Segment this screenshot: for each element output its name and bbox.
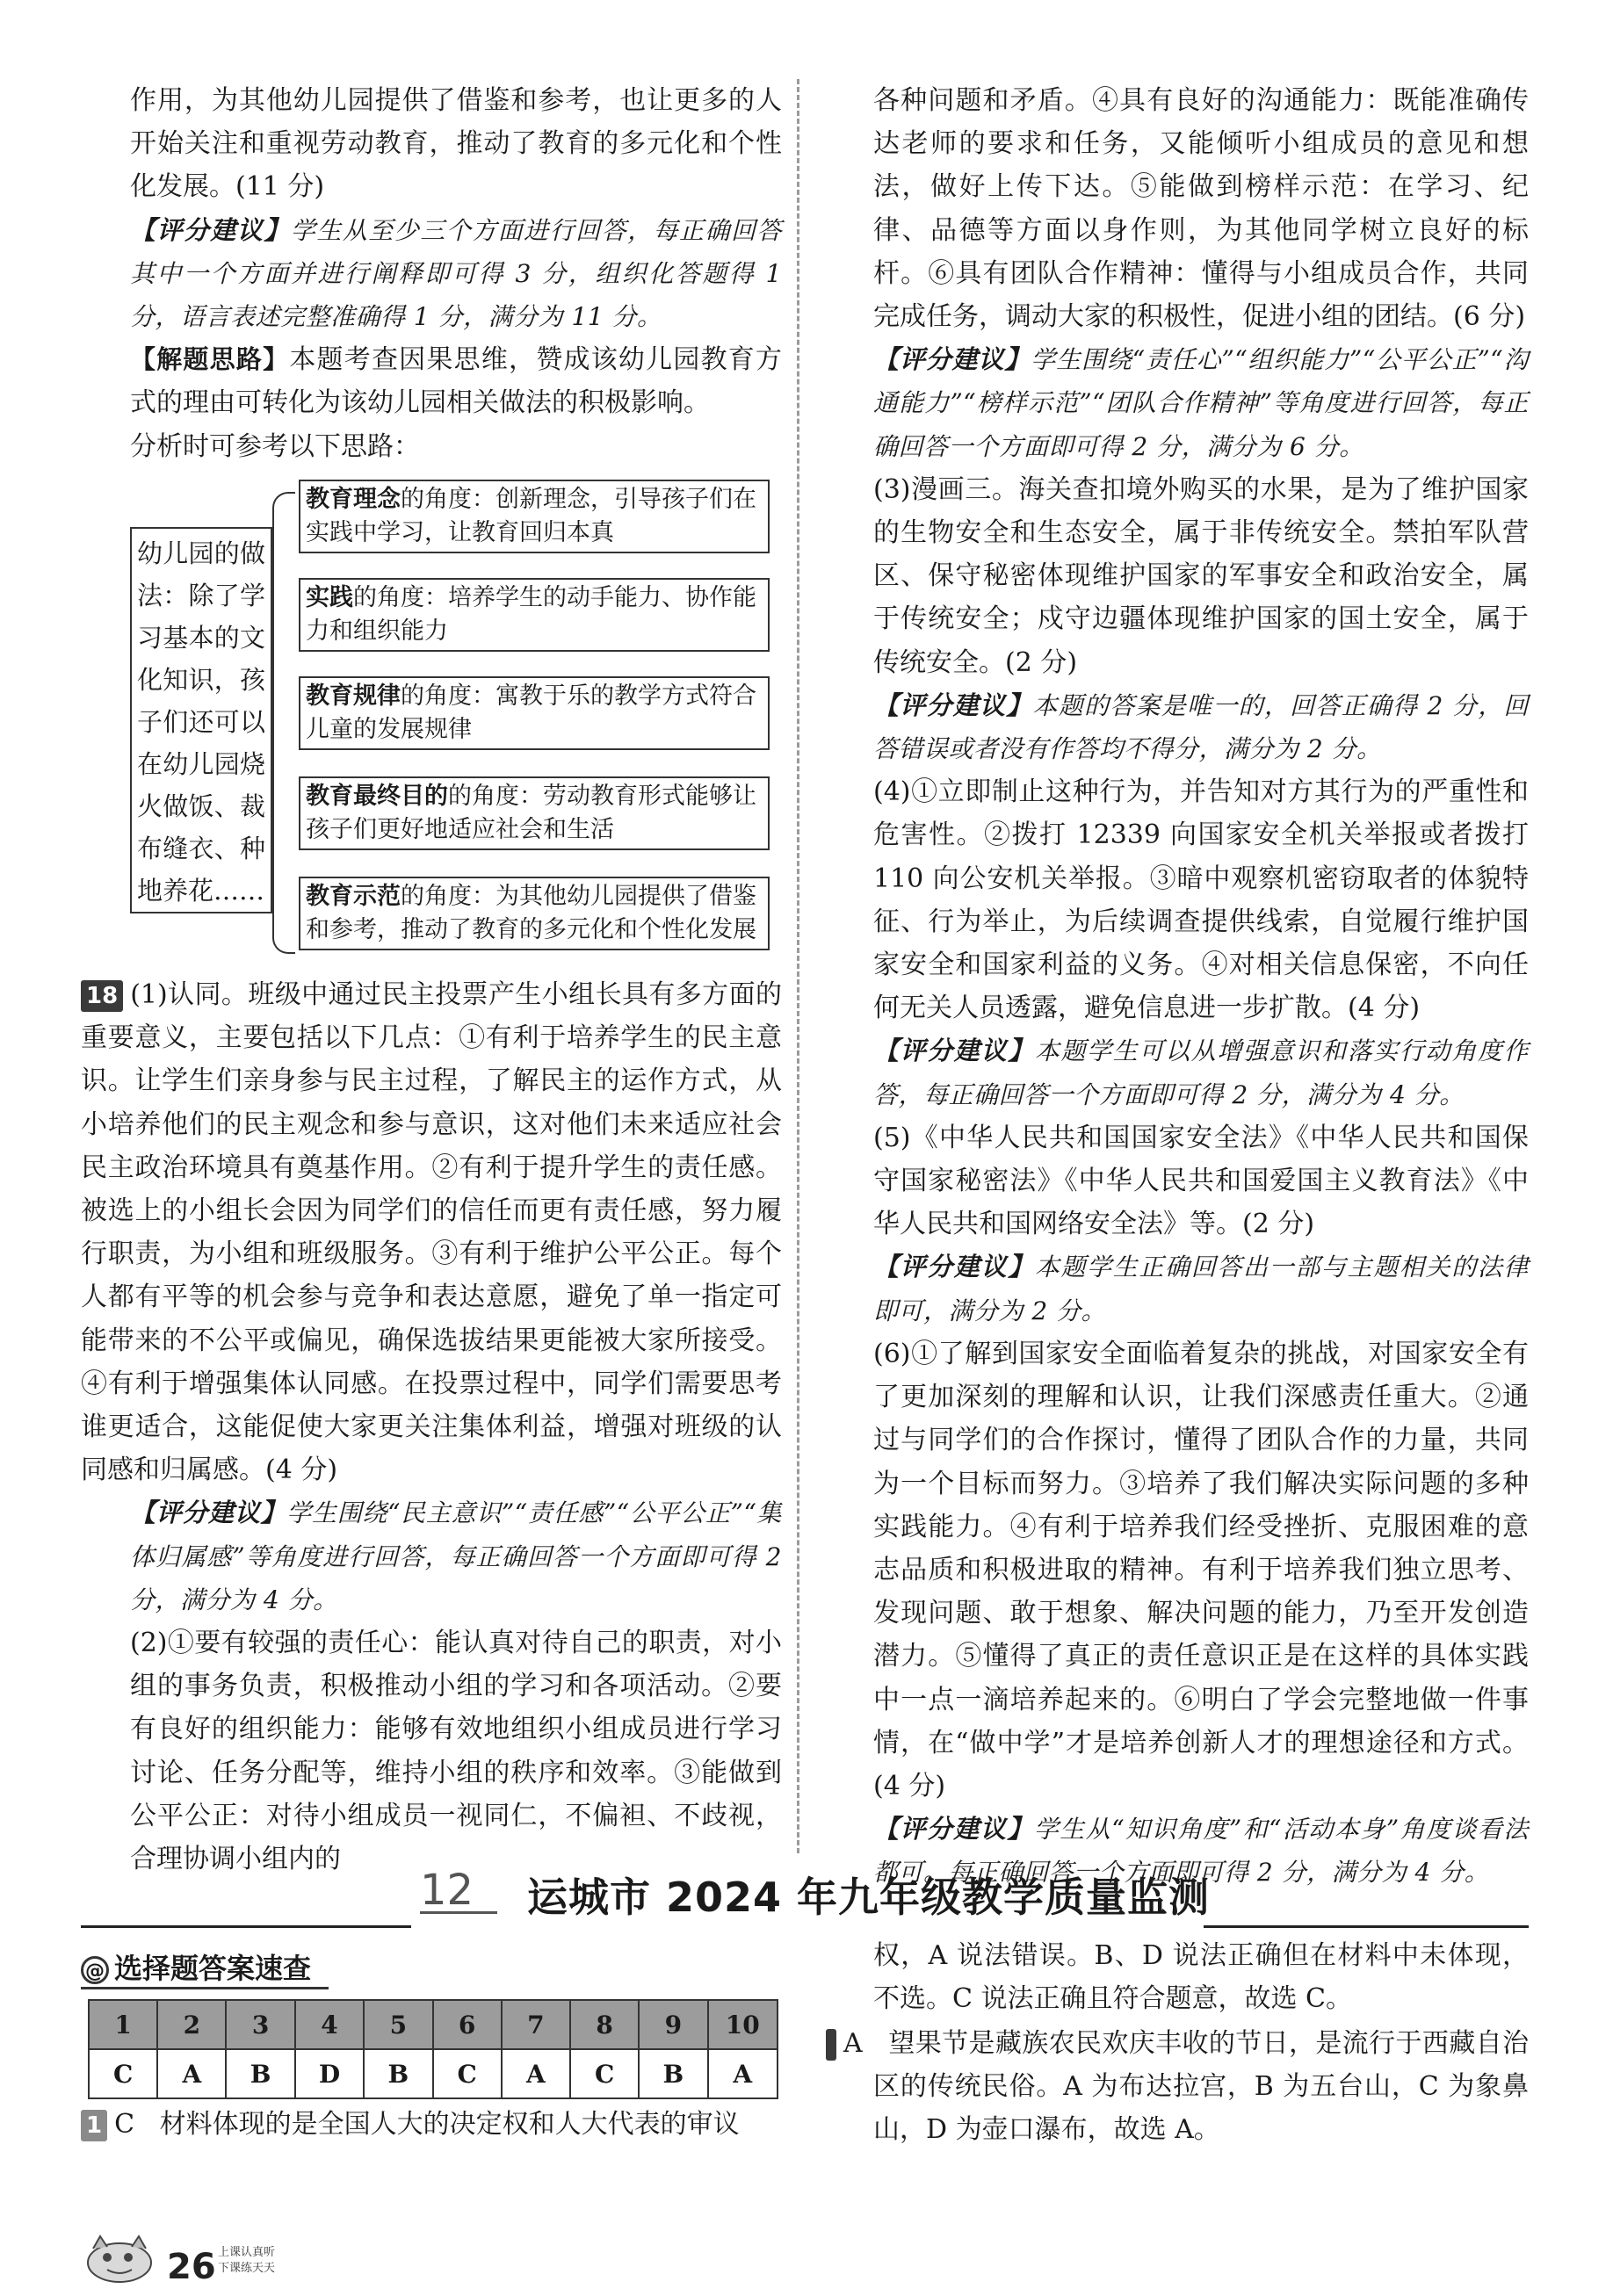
scoring-note-tag: 【评分建议】 xyxy=(873,690,1033,720)
answer-table-header-cell: 4 xyxy=(295,2000,364,2049)
section-title: 运城市 2024 年九年级教学质量监测 xyxy=(527,1874,1211,1921)
answer-table-header-cell: 8 xyxy=(570,2000,639,2049)
answer-q2-text xyxy=(784,2022,1530,2152)
left-column xyxy=(130,79,782,468)
solution-idea xyxy=(130,338,782,424)
mindmap-bracket xyxy=(272,492,295,954)
answer-q1-text xyxy=(81,2103,782,2146)
scoring-note-tag: 【评分建议】 xyxy=(873,1252,1035,1282)
mindmap-item-text: 的角度：劳动教育形式能够让孩子们更好地适应社会和生活 xyxy=(306,783,756,843)
footer-slogan-line: 下课练天天 xyxy=(218,2262,276,2275)
footer-slogan-line: 上课认真听 xyxy=(218,2246,276,2259)
answer-letter: A xyxy=(843,2028,863,2059)
q18-part3: (3)漫画三。海关查扣境外购买的水果，是为了维护国家的生物安全和生态安全，属于非传统安全。禁拍军队营区、保守秘密体现维护国家的军事安全和政治安全，属于传统安全；戍守边疆体现维护国家的国土安全，属于传统安全。(2 分) xyxy=(873,473,1529,678)
footer-slogan xyxy=(218,2245,275,2277)
scoring-note xyxy=(873,338,1529,468)
scoring-note xyxy=(873,1029,1529,1116)
q18-part1 xyxy=(81,973,782,1491)
q18-part1-text: (1)认同。班级中通过民主投票产生小组长具有多方面的重要意义，主要包括以下几点：①有利于培养学生的民主意识。让学生们亲身参与民主过程，了解民主的运作方式，从小培养他们的民主观念和参与意识，这对他们未来适应社会民主政治环境具有奠基作用。②有利于提升学生的责任感。被选上的小组长会因为同学们的信任而更有责任感，努力履行职责，为小组和班级服务。③有利于维护公平公正。每个人都有平等的机会参与竞争和表达意愿，避免了单一指定可能带来的不公平或偏见，确保选拔结果更能被大家所接受。④有利于增强集体认同感。在投票过程中，同学们需要思考谁更适合，这能促使大家更关注集体利益，增强对班级的认同感和归属感。(4 分) xyxy=(81,979,782,1486)
mindmap-item xyxy=(299,578,770,652)
paragraph-continuation: 作用，为其他幼儿园提供了借鉴和参考，也让更多的人开始关注和重视劳动教育，推动了教育的多元化和个性化发展。(11 分) xyxy=(130,85,782,203)
quick-answer-label: 选择题答案速查 xyxy=(114,1952,312,1985)
question-number-badge: 1 xyxy=(81,2110,107,2141)
scoring-note-tag: 【评分建议】 xyxy=(130,214,291,245)
answer-table-cell: A xyxy=(502,2049,570,2098)
mindmap-item-text: 的角度：寓教于乐的教学方式符合儿童的发展规律 xyxy=(306,682,756,743)
scoring-note xyxy=(130,209,782,339)
q18-part4: (4)①立即制止这种行为，并告知对方其行为的严重性和危害性。②拨打 12339 向国家安全机关举报或者拨打 110 向公安机关举报。③暗中观察机密窃取者的体貌特征、行为举止，为后续调查提供线索，自觉履行维护国家安全和国家利益的义务。④对相关信息保密，不向任何无关人员透露，避免信息进一步扩散。(4 分) xyxy=(873,776,1529,1024)
mindmap-item-head: 教育最终目的 xyxy=(306,783,448,810)
scoring-note-text: 本题学生正确回答出一部与主题相关的法律即可，满分为 2 分。 xyxy=(873,1253,1529,1325)
answer-table-cell: B xyxy=(364,2049,432,2098)
mascot-logo xyxy=(81,2231,162,2287)
answer-table-cell: A xyxy=(157,2049,226,2098)
scoring-note-text: 本题学生可以从增强意识和落实行动角度作答，每正确回答一个方面即可得 2 分，满分为 4 分。 xyxy=(873,1036,1529,1109)
q18-part2-continued: 各种问题和矛盾。④具有良好的沟通能力：既能准确传达老师的要求和任务，又能倾听小组成员的意见和想法，做好上传下达。⑤能做到榜样示范：在学习、纪律、品德等方面以身作则，为其他同学树立良好的标杆。⑥具有团队合作精神：懂得与小组成员合作，共同完成任务，调动大家的积极性，促进小组的团结。(6 分) xyxy=(873,85,1529,333)
solution-idea-tag: 【解题思路】 xyxy=(130,344,290,375)
scoring-note-text: 学生围绕“责任心”“组织能力”“公平公正”“沟通能力”“榜样示范”“团队合作精神”等角度进行回答，每正确回答一个方面即可得 2 分，满分为 6 分。 xyxy=(873,345,1529,461)
solution-idea-text: 本题考查因果思维，赞成该幼儿园教育方式的理由可转化为该幼儿园相关做法的积极影响。 xyxy=(130,344,782,419)
answer-table-cell: C xyxy=(570,2049,639,2098)
mindmap-item xyxy=(299,776,770,850)
question-number-badge: 18 xyxy=(81,980,123,1012)
answer-table-row xyxy=(89,2049,778,2098)
section-rule-left xyxy=(81,1925,411,1928)
answer-q2 xyxy=(784,2022,1530,2152)
section-number-underline xyxy=(420,1911,497,1914)
q18-part2: (2)①要有较强的责任心：能认真对待自己的职责，对小组的事务负责，积极推动小组的学习和各项活动。②要有良好的组织能力：能够有效地组织小组成员进行学习讨论、任务分配等，维持小组的秩序和效率。③能做到公平公正：对待小组成员一视同仁，不偏袒、不歧视，合理协调小组内的 xyxy=(130,1628,782,1875)
mindmap-item xyxy=(299,877,770,950)
question-18 xyxy=(81,973,782,1881)
answer-table-header-cell: 9 xyxy=(639,2000,707,2049)
answer-q1-continuation: 权，A 说法错误。B、D 说法正确但在材料中未体现，不选。C 说法正确且符合题意，故选 C。 xyxy=(873,1940,1529,2015)
answer-table-header-cell: 6 xyxy=(433,2000,502,2049)
q18-part5: (5)《中华人民共和国国家安全法》《中华人民共和国保守国家秘密法》《中华人民共和国爱国主义教育法》《中华人民共和国网络安全法》等。(2 分) xyxy=(873,1122,1529,1240)
scoring-note-tag: 【评分建议】 xyxy=(873,1814,1034,1845)
answer-table-header-cell: 2 xyxy=(157,2000,226,2049)
answer-explanation: 材料体现的是全国人大的决定权和人大代表的审议 xyxy=(159,2109,740,2140)
answer-table-cell: C xyxy=(89,2049,157,2098)
column-divider xyxy=(797,79,799,1853)
scoring-note xyxy=(873,684,1529,770)
answer-table-header-cell: 7 xyxy=(502,2000,570,2049)
q18-body xyxy=(81,1491,782,1881)
answer-q1-continued xyxy=(873,1934,1529,2020)
section-rule-right xyxy=(1204,1925,1529,1928)
mindmap-item-head: 实践 xyxy=(306,584,353,611)
mindmap-item-text: 的角度：创新理念，引导孩子们在实践中学习，让教育回归本真 xyxy=(306,486,756,546)
mindmap-item xyxy=(299,480,770,553)
right-column xyxy=(873,79,1529,1895)
answer-letter: C xyxy=(114,2109,135,2140)
answer-q1 xyxy=(81,2103,782,2146)
scoring-note-tag: 【评分建议】 xyxy=(130,1498,287,1528)
answer-table-header-cell: 10 xyxy=(708,2000,778,2049)
scoring-note xyxy=(130,1491,782,1621)
answer-table-cell: B xyxy=(226,2049,294,2098)
section-number: 12 xyxy=(420,1866,474,1915)
quick-answer-heading xyxy=(81,1946,329,1989)
answer-table-header-cell: 5 xyxy=(364,2000,432,2049)
answer-table-cell: A xyxy=(708,2049,778,2098)
scoring-note-text: 学生围绕“民主意识”“责任感”“公平公正”“集体归属感”等角度进行回答，每正确回答一个方面即可得 2 分，满分为 4 分。 xyxy=(130,1498,782,1614)
answer-table-header-cell: 1 xyxy=(89,2000,157,2049)
scoring-note-text: 本题的答案是唯一的，回答正确得 2 分，回答错误或者没有作答均不得分，满分为 2 分。 xyxy=(873,690,1529,764)
answer-table-header-row xyxy=(89,2000,778,2049)
analysis-hint: 分析时可参考以下思路： xyxy=(130,430,420,462)
scoring-note-tag: 【评分建议】 xyxy=(873,344,1031,375)
scoring-note-text: 学生从“知识角度”和“活动本身”角度谈看法都可。每正确回答一个方面即可得 2 分，满分为 4 分。 xyxy=(873,1815,1529,1888)
answer-table xyxy=(88,1999,778,2099)
question-number-badge: 2 xyxy=(826,2029,836,2061)
page-number: 26 xyxy=(167,2247,216,2287)
mindmap-item-head: 教育理念 xyxy=(306,486,401,513)
q18-part6: (6)①了解到国家安全面临着复杂的挑战，对国家安全有了更加深刻的理解和认识，让我们深感责任重大。②通过与同学们的合作探讨，懂得了团队合作的力量，共同为一个目标而努力。③培养了我们解决实际问题的多种实践能力。④有利于培养我们经受挫折、克服困难的意志品质和积极进取的精神。有利于培养我们独立思考、发现问题、敢于想象、解决问题的能力，乃至开发创造潜力。⑤懂得了真正的责任意识正是在这样的具体实践中一点一滴培养起来的。⑥明白了学会完整地做一件事情，在“做中学”才是培养创新人才的理想途径和方式。(4 分) xyxy=(873,1338,1529,1801)
scoring-note-tag: 【评分建议】 xyxy=(873,1036,1035,1066)
mindmap-item-head: 教育规律 xyxy=(306,682,401,710)
answer-table-cell: C xyxy=(433,2049,502,2098)
mindmap-source-box: 幼儿园的做法：除了学习基本的文化知识，孩子们还可以在幼儿园烧火做饭、裁布缝衣、种地养花…… xyxy=(130,527,272,913)
mindmap-item-text: 的角度：培养学生的动手能力、协作能力和组织能力 xyxy=(306,584,756,645)
mindmap-item-head: 教育示范 xyxy=(306,883,401,910)
answer-table-cell: D xyxy=(295,2049,364,2098)
quick-answer-icon: @ xyxy=(81,1956,109,1984)
answer-table-header-cell: 3 xyxy=(226,2000,294,2049)
mindmap-item xyxy=(299,676,770,750)
scoring-note-text: 学生从至少三个方面进行回答，每正确回答其中一个方面并进行阐释即可得 3 分，组织化答题得 1 分，语言表述完整准确得 1 分，满分为 11 分。 xyxy=(130,215,782,332)
answer-table-cell: B xyxy=(639,2049,707,2098)
scoring-note xyxy=(873,1245,1529,1332)
mindmap-item-text: 的角度：为其他幼儿园提供了借鉴和参考，推动了教育的多元化和个性化发展 xyxy=(306,883,756,943)
answer-explanation: 望果节是藏族农民欢庆丰收的节日，是流行于西藏自治区的传统民俗。A 为布达拉宫，B 为五台山，C 为象鼻山，D 为壶口瀑布，故选 A。 xyxy=(873,2028,1530,2146)
